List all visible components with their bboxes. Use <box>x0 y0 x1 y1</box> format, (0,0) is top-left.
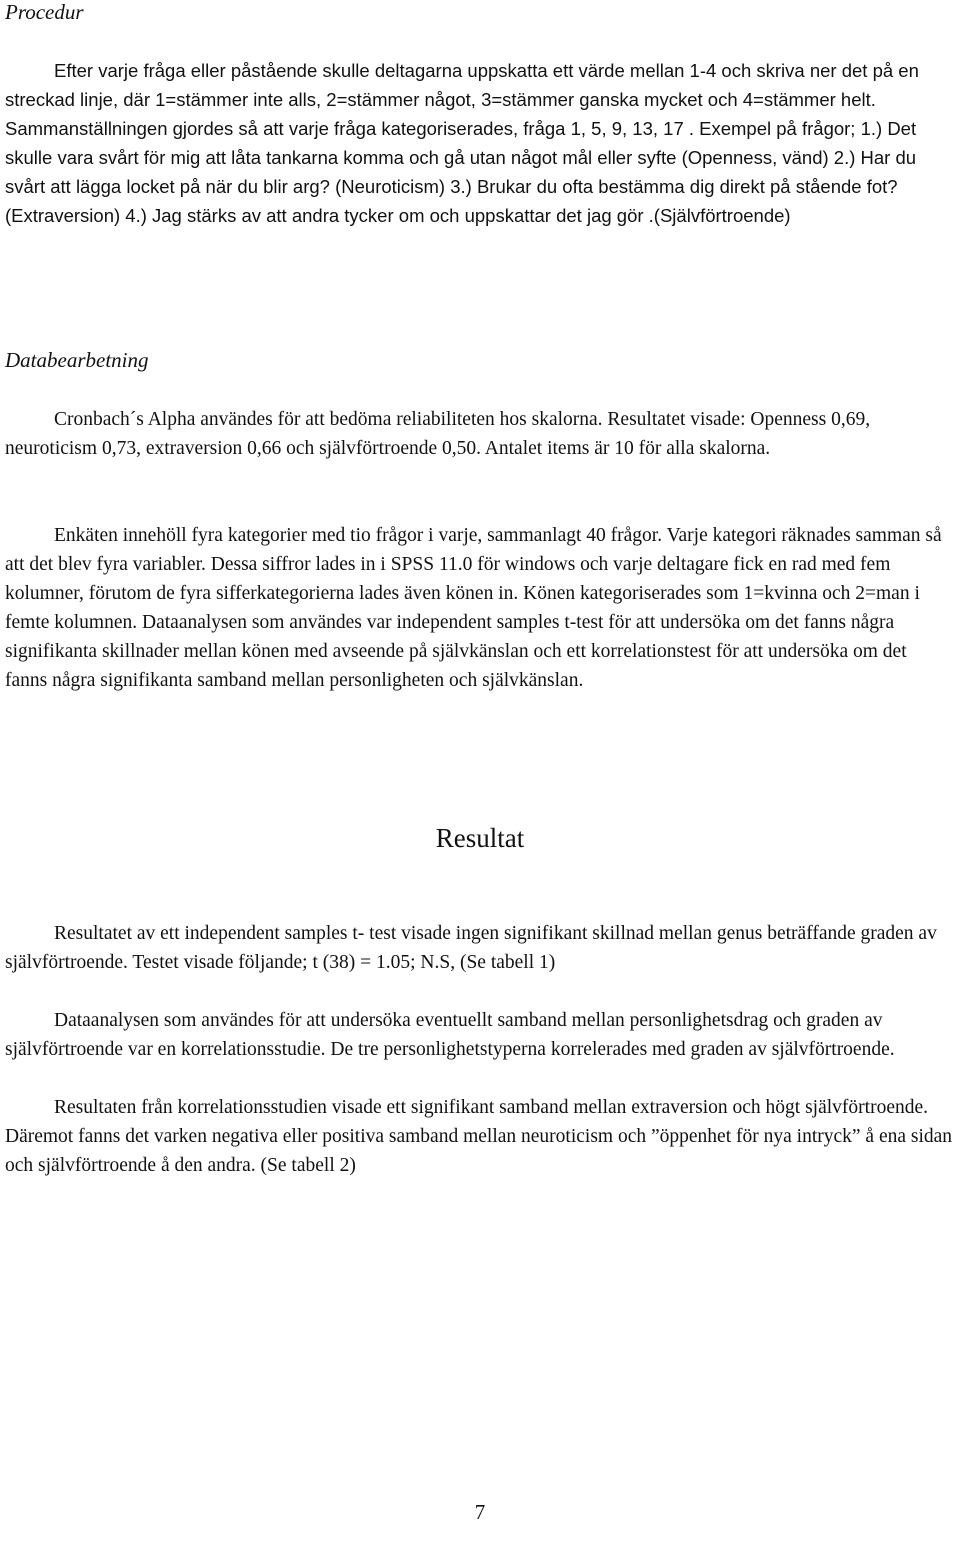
procedur-paragraph-text: Efter varje fråga eller påstående skulle deltagarna uppskatta ett värde mellan 1-4 och skriva ner det på en streckad linje, där 1=stämmer inte alls, 2=stämmer något, 3=stämmer ganska mycket och 4=stämmer helt. Sammanställningen gjordes så att varje fråga kategoriserades, fråga 1, 5, 9, 13, 17 . Exempel på frågor; 1.) Det skulle vara svårt för mig att låta tankarna komma och gå utan något mål eller syfte (Openness, vänd) 2.) Har du svårt att lägga locket på när du blir arg? (Neuroticism) 3.) Brukar du ofta bestämma dig direkt på stående fot? (Extraversion) 4.) Jag stärks av att andra tycker om och uppskattar det jag gör .(Självförtroende) <box>5 60 919 226</box>
page-number: 7 <box>474 1500 486 1524</box>
section-heading-resultat: Resultat <box>435 823 525 853</box>
section-heading-databearbetning: Databearbetning <box>5 348 149 372</box>
databearbetning-paragraph-2-text: Enkäten innehöll fyra kategorier med tio frågor i varje, sammanlagt 40 frågor. Varje kategori räknades samman så att det blev fyra variabler. Dessa siffror lades in i SPSS 11.0 för windows och varje deltagare fick en rad med fem kolumner, förutom de fyra sifferkategorierna lades även könen in. Könen kategoriserades som 1=kvinna och 2=man i femte kolumnen. Dataanalysen som användes var independent samples t-test för att undersöka om det fanns några signifikanta skillnader mellan könen med avseende på självkänslan och ett korrelationstest för att undersöka om det fanns några signifikanta samband mellan personligheten och självkänslan. <box>5 525 942 691</box>
resultat-paragraph-3 <box>5 1093 953 1180</box>
resultat-paragraph-1-text: Resultatet av ett independent samples t- test visade ingen signifikant skillnad mellan genus beträffande graden av självförtroende. Testet visade följande; t (38) = 1.05; N.S, (Se tabell 1) <box>5 923 937 973</box>
procedur-paragraph <box>5 56 953 230</box>
databearbetning-paragraph-1 <box>5 405 953 463</box>
section-heading-procedur: Procedur <box>5 0 84 24</box>
resultat-paragraph-1 <box>5 919 953 977</box>
resultat-paragraph-2-text: Dataanalysen som användes för att undersöka eventuellt samband mellan personlighetsdrag och graden av självförtroende var en korrelationsstudie. De tre personlighetstyperna korrelerades med graden av självförtroende. <box>5 1010 895 1060</box>
databearbetning-paragraph-1-text: Cronbach´s Alpha användes för att bedöma reliabiliteten hos skalorna. Resultatet visade: Openness 0,69, neuroticism 0,73, extraversion 0,66 och självförtroende 0,50. Antalet items är 10 för alla skalorna. <box>5 409 871 459</box>
resultat-paragraph-3-text: Resultaten från korrelationsstudien visade ett signifikant samband mellan extraversion och högt självförtroende. Däremot fanns det varken negativa eller positiva samband mellan neuroticism och ”öppenhet för nya intryck” å ena sidan och självförtroende å den andra. (Se tabell 2) <box>5 1097 953 1176</box>
databearbetning-paragraph-2 <box>5 521 953 695</box>
resultat-paragraph-2 <box>5 1006 953 1064</box>
